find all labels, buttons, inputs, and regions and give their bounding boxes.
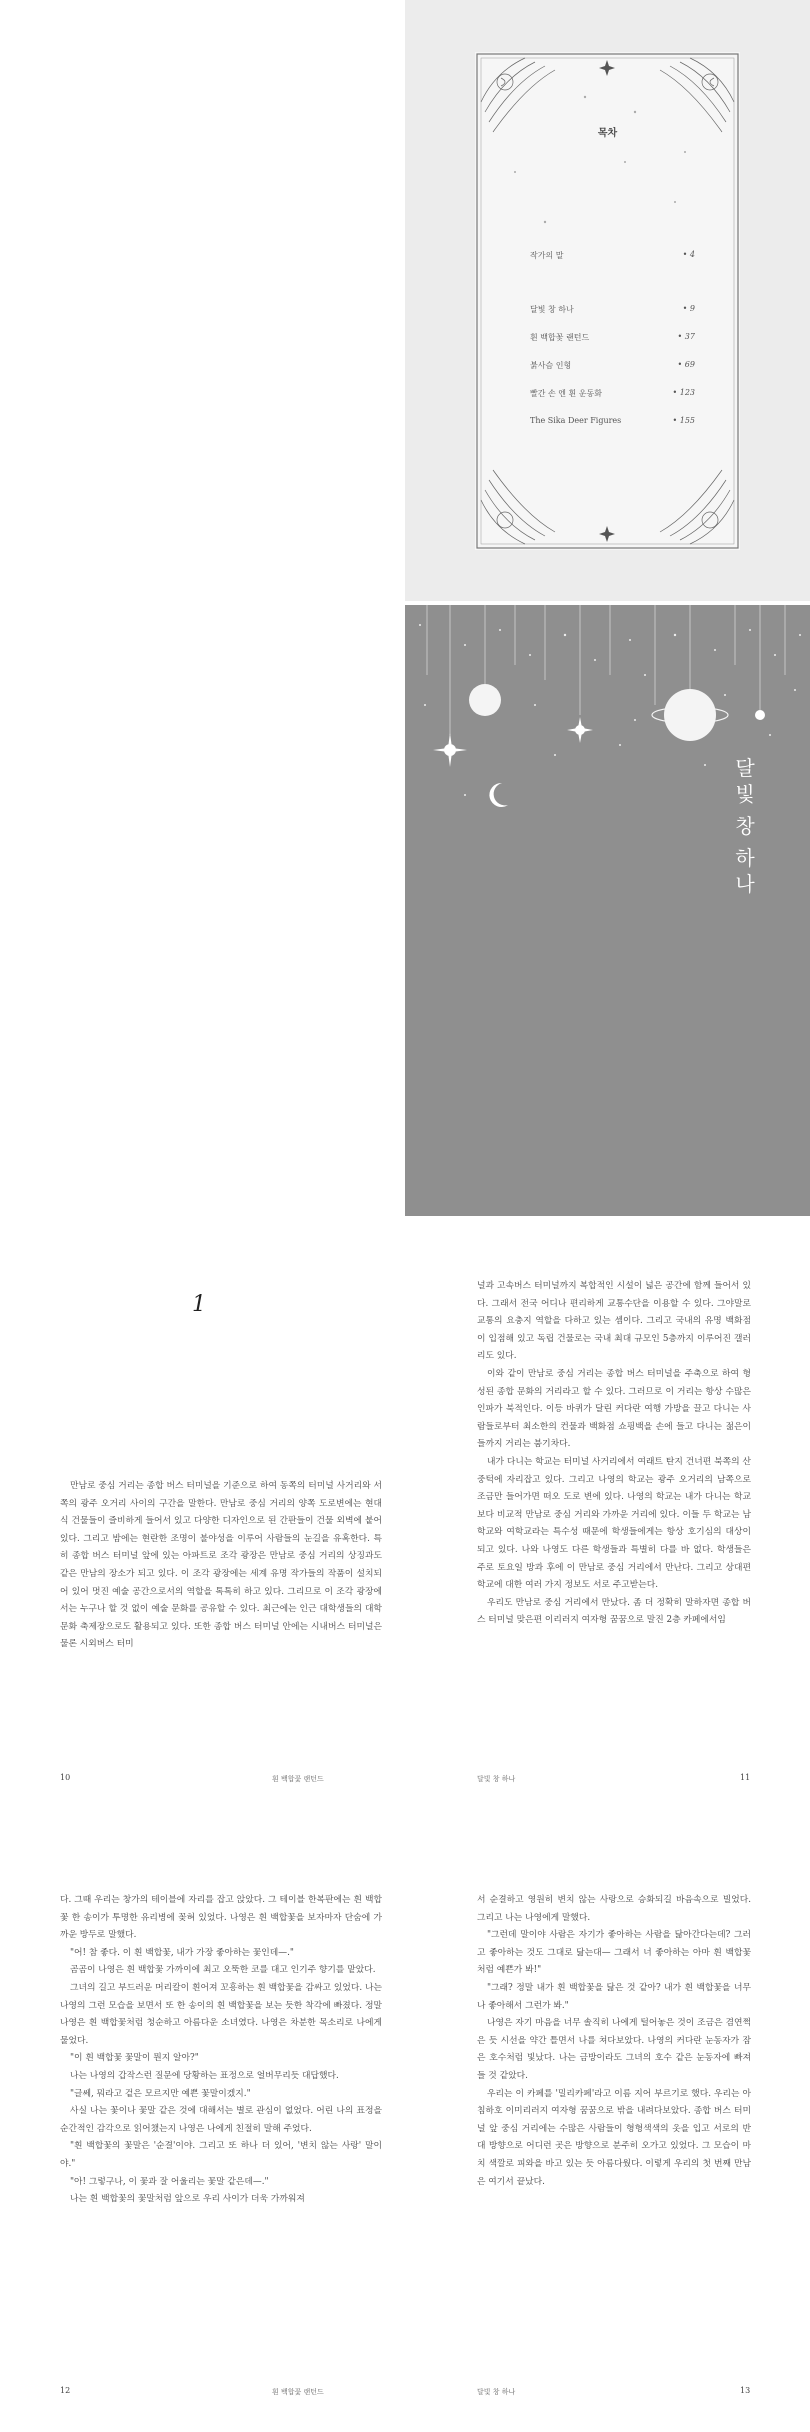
chapter-title-char: 빛 [735,782,755,806]
sparkle-icons [514,96,686,223]
toc-item[interactable] [530,332,695,346]
night-sky-illustration [405,605,810,1216]
paragraph: 사실 나는 꽃이나 꽃말 같은 것에 대해서는 별로 관심이 없었다. 어린 나의 표정을 순간적인 감각으로 읽어챘는지 나영은 나에게 친절히 말해 주었다. [60,2106,382,2134]
paragraph: 만남로 중심 거리는 종합 버스 터미널을 기준으로 하여 동쪽의 터미널 사거리와 서쪽의 광주 오거리 사이의 구간을 말한다. 만남로 중심 거리의 양쪽 도로변에는 현대식 건물들이 즐비하게 들어서 있고 다양한 디자인으로 된 간판들이 건물 외벽에 붙어 있다. 그리고 밤에는 현란한 조명이 불야성을 이루어 사람들의 눈길을 유혹한다. 특히 종합 버스 터미널 앞에 있는 아파트로 조각 광장은 만남로 중심 거리의 상징과도 같은 만남의 장소가 되고 있다. 이 조각 광장에는 세계 유명 작가들의 작품이 설치되어 있어 멋진 예술 공간으로서의 역할을 톡톡히 하고 있다. 그리므로 이 조각 광장에서는 누구나 할 것 없이 예술 문화를 공유할 수 있다. 최근에는 인근 대학생들의 대학 문화 축제장으로도 활용되고 있다. 또한 종합 버스 터미널 안에는 시내버스 터미널은 물론 시외버스 터미 [60,1481,382,1650]
chapter-title-char: 나 [735,872,755,896]
hanging-moon-icon [469,684,501,716]
toc-title: 목차 [597,128,618,139]
toc-item-label: 빨간 손 엔 흰 운동화 [530,389,602,398]
star-top-icon [599,60,615,76]
toc-item-page: • 9 [682,304,695,313]
toc-item-label: The Sika Deer Figures [530,416,622,425]
chapter-title-char: 달 [735,756,755,780]
toc-item[interactable] [530,250,695,264]
paragraph: 나영은 자기 마음을 너무 솔직히 나에게 털어놓은 것이 조금은 겸연쩍은 듯 시선을 약간 틀면서 나를 쳐다보았다. 나영의 커다란 눈동자가 잠은 호수처럼 빛났다. 나는 금방이라도 그녀의 호수 같은 눈동자에 빠져들 것 같았다. [477,2018,751,2081]
running-head-right: 달빛 창 하나 [477,2388,516,2396]
sparkle-star-icon [567,717,593,743]
page-13-body [477,1892,751,2191]
paragraph: 나는 흰 백합꽃의 꽃말처럼 앞으로 우리 사이가 더욱 가까워져 [70,2194,305,2205]
chapter-title-panel [405,605,810,1216]
toc-panel [405,0,810,601]
paragraph: 우리도 만남로 중심 거리에서 만났다. 좀 더 정확히 말하자면 종합 버스 터미널 맞은편 이리러지 여자형 꿈꿈으로 말진 2층 카페에서임 [477,1597,751,1626]
paragraph: 우리는 이 카페를 '밀리카페'라고 이름 지어 부르기로 했다. 우리는 아침하호 이미리러지 여자형 꿈꿈으로 밖을 내려다보았다. 종합 버스 터미널 앞 중심 거리에는 수많은 사람들이 형형색색의 옷을 입고 서로의 반대 방향으로 어디런 곳은 방향으로 분주히 오가고 있었다. 그 모습이 마치 색깔로 피와을 바고 있는 듯 아름다웠다. 이렇게 우리의 첫 번째 만남은 여기서 끝났다. [477,2088,751,2187]
paragraph: 나는 나영의 갑작스런 질문에 당황하는 표정으로 얼버무리듯 대답했다. [70,2070,339,2081]
toc-item-page: • 155 [672,416,695,425]
chapter-title-char: 창 [735,814,755,838]
paragraph: 그녀의 길고 부드러운 머리칼이 흰어져 꼬흥하는 흰 백합꽃을 감싸고 있었다. 나는 나영의 그런 모습을 보면서 또 한 송이의 흰 백합꽃을 보는 듯한 착각에 빠졌다. 정말 나영은 흰 백합꽃처럼 청순하고 아름다운 소녀였다. 나영은 차분한 목소리로 나에게 물었다. [60,1982,382,2046]
toc-item-page: • 37 [677,332,695,341]
toc-item-page: • 123 [672,388,695,397]
folio-right: 11 [740,1773,751,1782]
paragraph: 서 순결하고 영원히 변치 않는 사랑으로 승화되길 바음속으로 빌었다. 그리고 나는 나영에게 말했다. [477,1895,751,1923]
running-head-right: 달빛 창 하나 [477,1775,516,1783]
chapter-title [730,755,760,897]
page-12-body [60,1892,382,2209]
paragraph: "글쎄, 뭐라고 겉은 모르지만 예쁜 꽃말이겠지." [70,2088,251,2099]
hanging-strings [427,605,785,735]
toc-item-label: 붉사슴 인형 [530,361,572,370]
folio-left: 12 [60,2386,71,2395]
folio-left: 10 [60,1773,71,1782]
toc-item-label: 달빛 창 하나 [530,305,574,314]
toc-item[interactable] [530,360,695,374]
chapter-title-char: 하 [735,846,755,870]
corner-ornament-top-left-icon [481,58,555,132]
corner-ornament-bottom-left-icon [481,470,555,544]
crescent-moon-icon [489,783,508,807]
small-planet-icon [755,710,765,720]
running-head-left: 흰 백합꽃 랜턴드 [272,2388,324,2396]
paragraph: 곰곰이 나영은 흰 백합꽃 가까이에 최고 오뚝한 코를 대고 인기주 향기를 맡았다. [70,1965,376,1976]
paragraph: "아! 그렇구나, 이 꽃과 잘 어울리는 꽃말 같은데—." [70,2176,269,2187]
paragraph: "어! 참 좋다. 이 흰 백합꽃, 내가 가장 좋아하는 꽃인데—." [70,1947,294,1958]
page-11-body [477,1278,751,1630]
toc-item[interactable] [530,416,695,430]
paragraph: "그래? 정말 내가 흰 백합꽃을 닮은 것 같아? 내가 흰 백합꽃을 너무나 좋아해서 그런가 봐." [477,1982,751,2011]
corner-ornament-bottom-right-icon [660,470,734,544]
running-head-left: 흰 백합꽃 랜턴드 [272,1775,324,1783]
hanging-planet-icon [664,689,716,741]
toc-item[interactable] [530,388,695,402]
star-bottom-icon [599,526,615,542]
paragraph: 이와 같이 만남로 중심 거리는 종합 버스 터미널을 주축으로 하여 형성된 종합 문화의 거리라고 할 수 있다. 그러므로 이 거리는 항상 수많은 인파가 북적인다. 이등 바퀴가 달린 커다란 여행 가방을 끌고 다니는 사람들로부터 최소한의 컨물과 백화점 쇼핑백을 손에 들고 다니는 젊은이들까지 거리는 붐기차다. [477,1368,751,1450]
toc-item-label: 작가의 말 [530,251,564,260]
paragraph: "이 흰 백합꽃 꽃말이 뭔지 알아?" [70,2053,199,2064]
toc-card [475,52,740,550]
page-10-body [60,1478,382,1654]
toc-item[interactable] [530,304,695,318]
paragraph: 다. 그때 우리는 창가의 테이블에 자리를 잡고 앉았다. 그 테이블 한복판에는 흰 백합꽃 한 송이가 투명한 유리병에 꽂혀 있었다. 나영은 흰 백합꽃을 보자마자 단숨에 가까운 방두로 말했다. [60,1895,382,1941]
folio-right: 13 [740,2386,751,2395]
paragraph: "그런데 말이야 사람은 자기가 좋아하는 사람을 닮아간다는데? 그러고 좋아하는 것도 그대로 닮는대— 그래서 너 좋아하는 아마 흰 백합꽃처럼 예쁜가 봐!" [477,1930,751,1976]
toc-item-label: 흰 백합꽃 랜턴드 [530,333,590,342]
sun-star-icon [433,733,467,767]
paragraph: 내가 다니는 학교는 터미널 사거리에서 여래트 탄지 건너편 북쪽의 산 중턱에 자리잡고 있다. 그리고 나영의 학교는 광주 오거리의 남쪽으로 조금만 들어가면 떠오 도로 변에 있다. 나영의 학교는 내가 다니는 학교보다 비교적 만남로 중심 거리와 가까운 거리에 있다. 이들 두 학교는 남학교와 여학교라는 특수성 때문에 학생들에게는 항상 호기심의 대상이 되고 있다. 나와 나영도 다른 학생들과 특별히 다를 바 없다. 학생들은 주로 토요일 방과 후에 이 만남로 중심 거리에서 만난다. 그리고 상대편 학교에 대한 여러 가지 정보도 서로 주고받는다. [477,1456,751,1591]
paragraph: 널과 고속버스 터미널까지 복합적인 시설이 넓은 공간에 함께 들어서 있다. 그래서 전국 어디나 편리하게 교통수단을 이용할 수 있다. 그야말로 교통의 요충지 역할을 다하고 있는 셈이다. 그리고 국내의 유명 백화점이 입점해 있고 독립 건물로는 국내 최대 규모인 5층까지 이루어진 갤러리도 있다. [477,1281,751,1362]
toc-item-page: • 69 [677,360,695,369]
paragraph: "흰 백합꽃의 꽃말은 '순결'이야. 그리고 또 하나 더 있어, '변치 않는 사랑' 말이야." [60,2141,382,2169]
corner-ornament-top-right-icon [660,58,734,132]
chapter-number: 1 [192,1292,206,1317]
toc-item-page: • 4 [682,250,695,259]
